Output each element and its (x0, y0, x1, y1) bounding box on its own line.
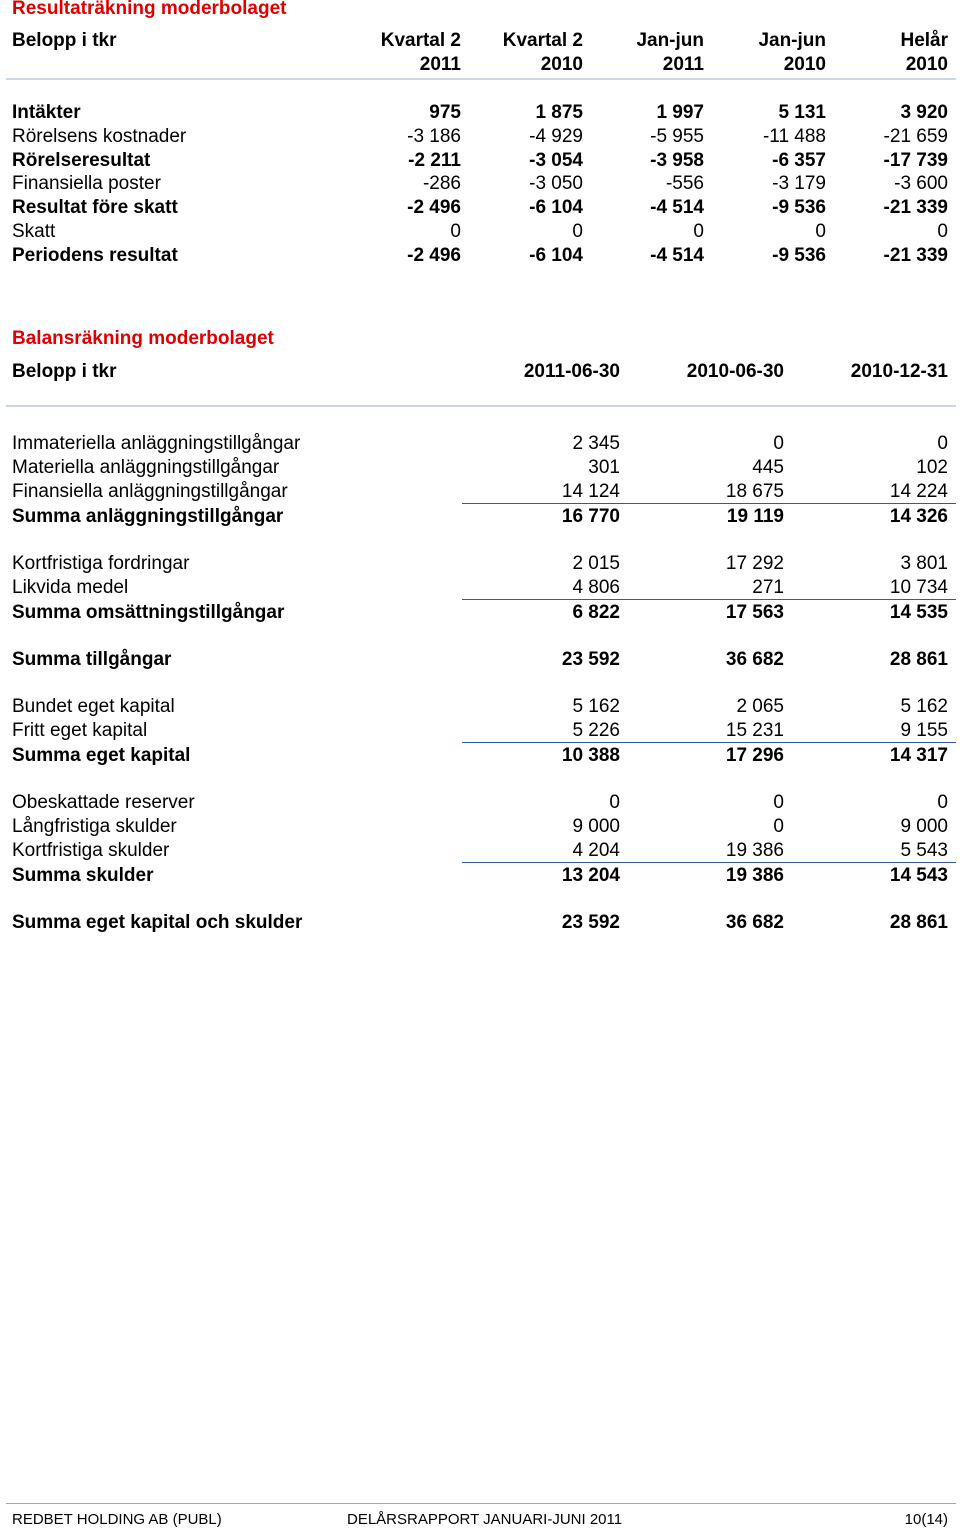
balance-row-value: 28 861 (889, 912, 948, 933)
balance-row-label: Långfristiga skulder (12, 816, 177, 837)
balance-row-value: 0 (773, 792, 784, 813)
balance-row-value: 19 386 (725, 865, 784, 886)
balance-row-value: 16 770 (561, 506, 620, 527)
balance-row-value: 28 861 (889, 649, 948, 670)
balance-row-value: 17 296 (725, 745, 784, 766)
balance-row-value: 2 015 (572, 553, 620, 574)
balance-row-value: 9 000 (900, 816, 948, 837)
income-row-value: 975 (429, 102, 461, 123)
subtotal-divider (462, 503, 956, 504)
balance-row-value: 14 326 (889, 506, 948, 527)
income-title: Resultaträkning moderbolaget (12, 0, 287, 19)
balance-row-value: 0 (773, 816, 784, 837)
balance-row-label: Materiella anläggningstillgångar (12, 457, 280, 478)
income-row-value: -2 496 (407, 245, 461, 266)
balance-row-value: 5 162 (572, 696, 620, 717)
balance-row-value: 23 592 (561, 649, 620, 670)
income-row-value: -4 514 (650, 245, 704, 266)
balance-row-value: 14 317 (889, 745, 948, 766)
income-header-label: Belopp i tkr (12, 30, 117, 51)
income-row-value: 0 (937, 221, 948, 242)
income-row-label: Rörelsens kostnader (12, 126, 187, 147)
income-row-label: Intäkter (12, 102, 81, 123)
balance-row-label: Obeskattade reserver (12, 792, 195, 813)
income-row-value: -21 339 (883, 245, 948, 266)
income-row-value: -6 104 (529, 245, 583, 266)
balance-row-value: 301 (588, 457, 620, 478)
balance-row-label: Summa tillgångar (12, 649, 172, 670)
subtotal-divider (462, 862, 956, 863)
footer-report: DELÅRSRAPPORT JANUARI-JUNI 2011 (347, 1511, 623, 1528)
balance-row-value: 5 543 (900, 840, 948, 861)
income-row-value: -3 958 (650, 150, 704, 171)
income-col-3-line2: 2011 (662, 54, 704, 75)
balance-row-value: 5 162 (900, 696, 948, 717)
balance-row-label: Summa anläggningstillgångar (12, 506, 284, 527)
balance-row-value: 0 (937, 792, 948, 813)
income-col-4-line1: Jan-jun (758, 30, 826, 51)
balance-row-value: 0 (937, 433, 948, 454)
income-row-value: -9 536 (772, 245, 826, 266)
balance-row-value: 0 (773, 433, 784, 454)
footer-page-number: 10(14) (904, 1511, 948, 1528)
balance-col-2: 2010-06-30 (686, 361, 784, 382)
income-row-value: -4 929 (529, 126, 583, 147)
balance-row-label: Summa skulder (12, 865, 154, 886)
balance-row-value: 17 563 (725, 602, 784, 623)
income-row-value: 1 875 (535, 102, 583, 123)
balance-row-value: 36 682 (725, 649, 784, 670)
balance-row-value: 17 292 (725, 553, 784, 574)
balance-row-value: 36 682 (725, 912, 784, 933)
income-row-value: -3 186 (407, 126, 461, 147)
income-row-value: -3 054 (529, 150, 583, 171)
income-row-value: 1 997 (656, 102, 704, 123)
income-row-value: -4 514 (650, 197, 704, 218)
income-row-value: -2 211 (408, 150, 461, 171)
subtotal-divider (462, 742, 956, 743)
balance-row-value: 14 543 (889, 865, 948, 886)
balance-row-value: 5 226 (572, 720, 620, 741)
income-row-value: -3 050 (529, 173, 583, 194)
income-row-value: -11 488 (762, 126, 826, 147)
balance-row-label: Fritt eget kapital (12, 720, 148, 741)
income-row-value: 0 (815, 221, 826, 242)
balance-row-value: 14 224 (889, 481, 948, 502)
balance-row-value: 4 204 (572, 840, 620, 861)
income-col-1-line1: Kvartal 2 (380, 30, 461, 51)
income-header-divider (6, 78, 956, 80)
income-col-1-line2: 2011 (419, 54, 461, 75)
income-row-label: Periodens resultat (12, 245, 178, 266)
balance-row-value: 23 592 (561, 912, 620, 933)
balance-col-1: 2011-06-30 (523, 361, 620, 382)
balance-row-value: 6 822 (572, 602, 620, 623)
balance-row-label: Kortfristiga fordringar (12, 553, 190, 574)
income-col-2-line2: 2010 (540, 54, 583, 75)
income-row-value: -3 179 (772, 173, 826, 194)
income-row-value: 0 (693, 221, 704, 242)
balance-row-value: 10 388 (561, 745, 620, 766)
income-row-value: -9 536 (772, 197, 826, 218)
subtotal-divider (462, 599, 956, 600)
balance-row-label: Kortfristiga skulder (12, 840, 170, 861)
balance-row-value: 18 675 (725, 481, 784, 502)
income-row-value: -556 (665, 173, 704, 194)
balance-row-value: 3 801 (900, 553, 948, 574)
balance-row-value: 271 (752, 577, 784, 598)
income-row-value: 3 920 (900, 102, 948, 123)
income-row-value: -5 955 (650, 126, 704, 147)
balance-row-value: 445 (752, 457, 784, 478)
income-row-value: 0 (450, 221, 461, 242)
balance-row-value: 102 (916, 457, 948, 478)
balance-row-value: 0 (609, 792, 620, 813)
balance-row-value: 2 345 (572, 433, 620, 454)
income-row-label: Resultat före skatt (12, 197, 178, 218)
balance-row-label: Summa eget kapital och skulder (12, 912, 303, 933)
income-row-value: 5 131 (778, 102, 826, 123)
balance-row-value: 9 155 (900, 720, 948, 741)
balance-row-value: 19 386 (725, 840, 784, 861)
income-row-value: -6 357 (772, 150, 826, 171)
balance-row-label: Finansiella anläggningstillgångar (12, 481, 288, 502)
balance-row-label: Bundet eget kapital (12, 696, 175, 717)
balance-row-value: 9 000 (572, 816, 620, 837)
income-col-5-line2: 2010 (905, 54, 948, 75)
balance-row-value: 14 124 (561, 481, 620, 502)
footer-company: REDBET HOLDING AB (PUBL) (12, 1511, 222, 1528)
balance-col-3: 2010-12-31 (850, 361, 948, 382)
income-row-value: -2 496 (407, 197, 461, 218)
balance-row-label: Summa omsättningstillgångar (12, 602, 285, 623)
balance-row-value: 14 535 (889, 602, 948, 623)
income-row-value: -17 739 (883, 150, 948, 171)
income-col-4-line2: 2010 (783, 54, 826, 75)
balance-header-divider (6, 405, 956, 407)
balance-row-value: 13 204 (561, 865, 620, 886)
balance-row-label: Likvida medel (12, 577, 129, 598)
income-row-value: -286 (422, 173, 461, 194)
balance-row-label: Summa eget kapital (12, 745, 191, 766)
balance-row-value: 2 065 (736, 696, 784, 717)
income-col-5-line1: Helår (900, 30, 948, 51)
income-row-value: -21 339 (883, 197, 948, 218)
income-row-value: 0 (572, 221, 583, 242)
income-row-label: Rörelseresultat (12, 150, 151, 171)
balance-row-value: 10 734 (889, 577, 948, 598)
balance-title: Balansräkning moderbolaget (12, 328, 274, 349)
income-row-value: -6 104 (529, 197, 583, 218)
balance-header-label: Belopp i tkr (12, 361, 117, 382)
balance-row-value: 19 119 (726, 506, 784, 527)
income-row-value: -21 659 (883, 126, 948, 147)
income-row-value: -3 600 (894, 173, 948, 194)
balance-row-value: 15 231 (725, 720, 784, 741)
income-col-2-line1: Kvartal 2 (502, 30, 583, 51)
footer-divider (6, 1503, 956, 1504)
income-row-label: Skatt (12, 221, 56, 242)
income-col-3-line1: Jan-jun (636, 30, 704, 51)
income-row-label: Finansiella poster (12, 173, 161, 194)
balance-row-value: 4 806 (572, 577, 620, 598)
balance-row-label: Immateriella anläggningstillgångar (12, 433, 301, 454)
